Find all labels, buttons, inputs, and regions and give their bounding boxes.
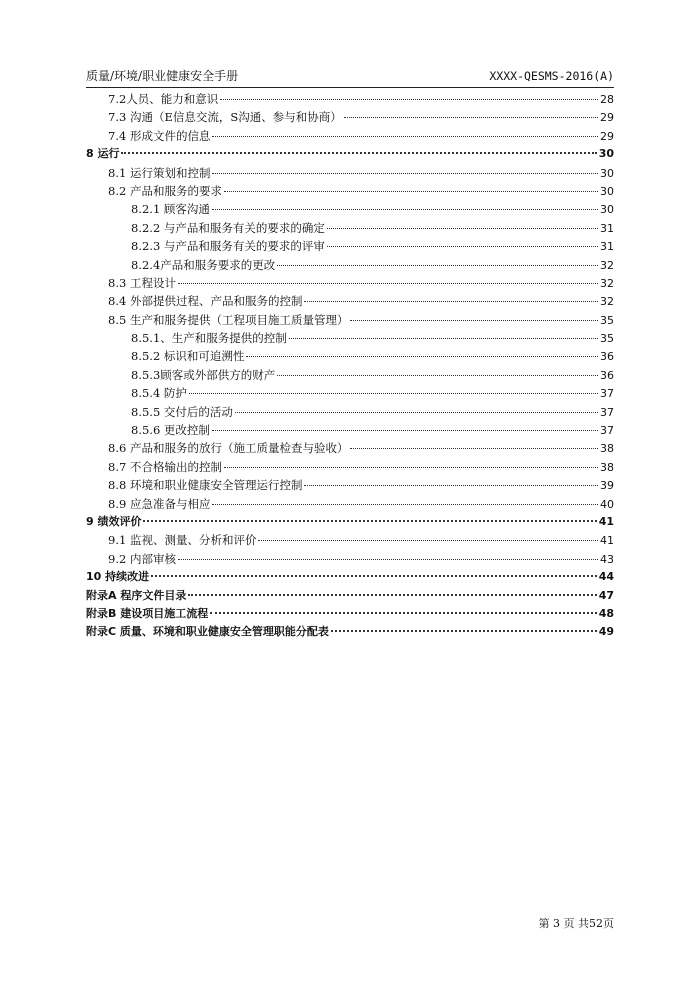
toc-entry-page: 48 [598,606,614,620]
toc-entry-title: 8.5.1、生产和服务提供的控制 [131,331,287,346]
toc-entry-page: 30 [600,166,614,180]
toc-entry-page: 43 [600,552,614,566]
toc-entry-page: 31 [600,240,614,254]
toc-entry-page: 35 [600,332,614,346]
toc-entry[interactable] [86,182,614,200]
dot-leader [344,117,598,118]
dot-leader [212,136,598,137]
toc-entry[interactable] [86,623,614,641]
toc-entry[interactable] [86,550,614,568]
toc-entry-title: 8.7 不合格输出的控制 [108,459,222,474]
toc-entry[interactable] [86,90,614,108]
toc-entry-page: 29 [600,129,614,143]
page-number: 第 3 页 共52页 [538,917,614,930]
toc-entry-title: 8.1 运行策划和控制 [108,165,211,180]
toc-entry-title: 8.2.2 与产品和服务有关的要求的确定 [131,220,325,235]
toc-entry-title: 9 绩效评价 [86,514,142,528]
dot-leader [189,393,598,394]
toc-entry[interactable] [86,531,614,549]
dot-leader [121,152,596,154]
toc-entry[interactable] [86,439,614,457]
dot-leader [289,338,598,339]
toc-entry-title: 8.5 生产和服务提供（工程项目施工质量管理） [108,312,349,327]
toc-entry-title: 7.4 形成文件的信息 [108,128,211,143]
toc-entry[interactable] [86,256,614,274]
toc-entry-page: 36 [600,368,614,382]
dot-leader [304,301,598,302]
dot-leader [212,504,598,505]
toc-entry[interactable] [86,145,614,163]
dot-leader [277,375,598,376]
toc-entry-title: 附录B 建设项目施工流程 [86,606,209,620]
toc-entry-title: 8.4 外部提供过程、产品和服务的控制 [108,294,303,309]
dot-leader [235,412,598,413]
dot-leader [224,191,598,192]
dot-leader [277,265,598,266]
toc-entry-page: 41 [598,514,614,528]
toc-entry[interactable] [86,219,614,237]
toc-entry[interactable] [86,200,614,218]
dot-leader [224,467,598,468]
toc-entry[interactable] [86,311,614,329]
dot-leader [212,430,598,431]
toc-entry-title: 附录A 程序文件目录 [86,588,187,602]
toc-entry-title: 8.5.4 防护 [131,386,187,401]
toc-entry[interactable] [86,403,614,421]
toc-entry[interactable] [86,513,614,531]
toc-entry-title: 8.5.6 更改控制 [131,423,210,438]
toc-entry[interactable] [86,476,614,494]
toc-entry[interactable] [86,347,614,365]
dot-leader [327,228,598,229]
toc-entry[interactable] [86,605,614,623]
toc-entry-title: 10 持续改进 [86,570,150,584]
toc-entry[interactable] [86,329,614,347]
dot-leader [246,356,598,357]
toc-entry-page: 31 [600,221,614,235]
header-rule [86,87,614,88]
dot-leader [304,485,598,486]
toc-entry-title: 8.5.3顾客或外部供方的财产 [131,367,276,382]
toc-entry[interactable] [86,458,614,476]
toc-entry-title: 7.2人员、能力和意识 [108,92,219,106]
toc-entry[interactable] [86,568,614,586]
dot-leader [350,320,598,321]
dot-leader [210,612,596,614]
toc-entry-page: 32 [600,295,614,309]
toc-entry-title: 8.2 产品和服务的要求 [108,183,222,198]
toc-entry-page: 32 [600,258,614,272]
toc-entry-title: 8.5.2 标识和可追溯性 [131,349,245,364]
toc-entry-title: 8.2.4产品和服务要求的更改 [131,257,276,272]
toc-entry[interactable] [86,127,614,145]
toc-entry[interactable] [86,274,614,292]
toc-entry-page: 47 [598,588,614,602]
toc-entry-page: 30 [600,184,614,198]
toc-entry-page: 40 [600,497,614,511]
toc-entry[interactable] [86,384,614,402]
toc-entry-title: 8.9 应急准备与相应 [108,496,211,511]
toc-entry-title: 8.6 产品和服务的放行（施工质量检查与验收） [108,441,349,456]
dot-leader [212,173,598,174]
toc-entry-title: 9.2 内部审核 [108,551,176,566]
manual-title: 质量/环境/职业健康安全手册 [86,69,239,83]
toc-entry-page: 32 [600,276,614,290]
toc-entry-title: 附录C 质量、环境和职业健康安全管理职能分配表 [86,625,329,639]
toc-entry-title: 9.1 监视、测量、分析和评价 [108,533,257,548]
toc-entry-page: 37 [600,405,614,419]
dot-leader [327,246,598,247]
toc-entry-page: 30 [598,147,614,161]
toc-entry-page: 37 [600,424,614,438]
dot-leader [220,99,598,100]
toc-entry-title: 8.3 工程设计 [108,275,176,290]
dot-leader [350,448,598,449]
toc-entry[interactable] [86,237,614,255]
dot-leader [143,520,596,522]
toc-entry[interactable] [86,108,614,126]
toc-entry-page: 37 [600,387,614,401]
dot-leader [331,630,597,632]
toc-entry-page: 38 [600,460,614,474]
toc-entry-page: 44 [598,570,614,584]
page-header [86,66,614,86]
toc-entry-page: 35 [600,313,614,327]
toc-entry-title: 8.5.5 交付后的活动 [131,404,233,419]
toc-entry-page: 49 [598,625,614,639]
dot-leader [178,559,598,560]
toc-entry-page: 38 [600,442,614,456]
toc-entry-title: 8.2.3 与产品和服务有关的要求的评审 [131,239,325,254]
dot-leader [188,594,596,596]
document-code: XXXX-QESMS-2016(A) [489,69,614,83]
toc-entry-title: 8.2.1 顾客沟通 [131,202,210,217]
dot-leader [258,540,598,541]
toc-entry-page: 30 [600,203,614,217]
toc-entry-page: 29 [600,111,614,125]
toc-entry[interactable] [86,366,614,384]
toc-entry-page: 28 [600,93,614,106]
toc-entry-page: 39 [600,479,614,493]
toc-entry[interactable] [86,495,614,513]
toc-entry-title: 7.3 沟通（E信息交流，S沟通、参与和协商） [108,110,342,125]
toc-entry-page: 36 [600,350,614,364]
toc-entry[interactable] [86,587,614,605]
toc-entry[interactable] [86,164,614,182]
toc-entry-page: 41 [600,534,614,548]
dot-leader [178,283,598,284]
dot-leader [151,575,597,577]
toc-entry[interactable] [86,292,614,310]
toc-entry-title: 8 运行 [86,147,120,161]
toc-entry[interactable] [86,421,614,439]
toc-entry-title: 8.8 环境和职业健康安全管理运行控制 [108,478,303,493]
dot-leader [212,209,598,210]
table-of-contents [86,90,614,642]
